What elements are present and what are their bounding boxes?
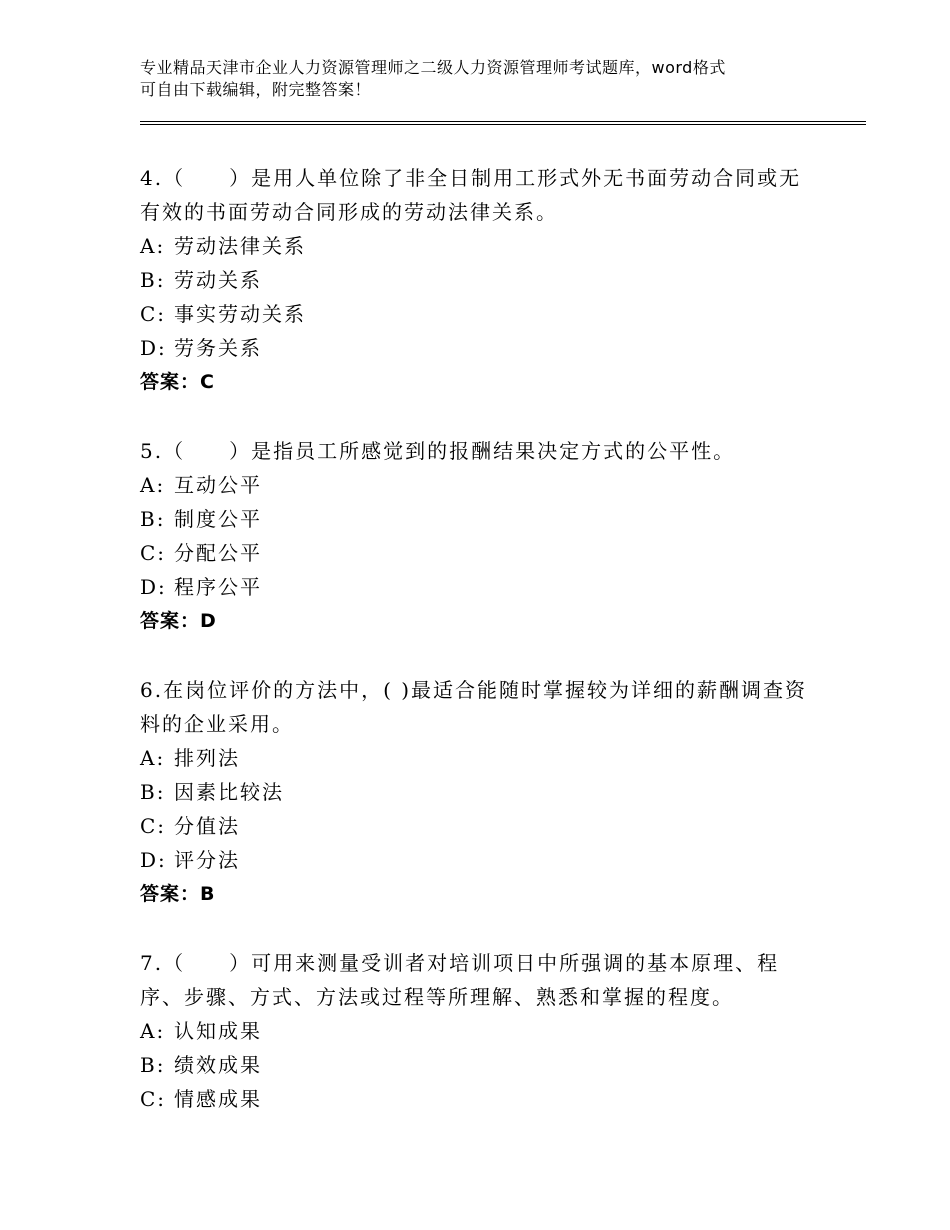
option-a [140,229,820,263]
question-5 [140,434,820,638]
option-text: 劳动关系 [174,268,262,292]
option-text: 情感成果 [174,1087,262,1111]
option-c [140,1082,820,1116]
question-4 [140,161,820,399]
option-letter: C: [140,302,167,326]
option-a [140,468,820,502]
option-letter: B: [140,780,166,804]
option-letter: A: [140,746,166,770]
option-letter: B: [140,1053,166,1077]
option-d [140,331,820,365]
option-text: 互动公平 [174,473,262,497]
option-text: 因素比较法 [174,780,284,804]
question-7 [140,946,820,1116]
option-c [140,297,820,331]
question-stem-line: 序、步骤、方式、方法或过程等所理解、熟悉和掌握的程度。 [140,985,734,1009]
question-stem-line: 4.（ ）是用人单位除了非全日制用工形式外无书面劳动合同或无 [140,166,802,190]
question-stem-line: 料的企业采用。 [140,712,294,736]
option-d [140,843,820,877]
option-text: 制度公平 [174,507,262,531]
option-letter: C: [140,1087,167,1111]
question-stem-line: 7.（ ）可用来测量受训者对培训项日中所强调的基本原理、程 [140,951,780,975]
option-text: 程序公平 [174,575,262,599]
option-letter: A: [140,234,166,258]
option-text: 绩效成果 [174,1053,262,1077]
option-letter: D: [140,336,167,360]
option-text: 排列法 [174,746,240,770]
option-text: 分配公平 [174,541,262,565]
question-6 [140,673,820,911]
option-c [140,536,820,570]
option-c [140,809,820,843]
option-b [140,502,820,536]
answer-line: 答案：B [140,883,216,905]
header-divider-bottom [140,124,866,125]
option-text: 认知成果 [174,1019,262,1043]
question-stem-line: 有效的书面劳动合同形成的劳动法律关系。 [140,200,558,224]
option-text: 劳务关系 [174,336,262,360]
option-b [140,1048,820,1082]
option-text: 劳动法律关系 [174,234,306,258]
header-divider-top [140,121,866,122]
option-letter: D: [140,848,167,872]
question-stem-line: 6.在岗位评价的方法中，( )最适合能随时掌握较为详细的薪酬调查资 [140,678,808,702]
answer-line: 答案：D [140,610,217,632]
option-letter: D: [140,575,167,599]
option-letter: A: [140,1019,166,1043]
option-a [140,741,820,775]
document-header [140,57,840,101]
option-letter: A: [140,473,166,497]
option-text: 评分法 [174,848,240,872]
option-letter: C: [140,541,167,565]
option-d [140,570,820,604]
option-letter: C: [140,814,167,838]
question-stem-line: 5.（ ）是指员工所感觉到的报酬结果决定方式的公平性。 [140,439,736,463]
option-text: 分值法 [174,814,240,838]
header-line-1: 专业精品天津市企业人力资源管理师之二级人力资源管理师考试题库，word格式 [140,58,726,77]
answer-line: 答案：C [140,371,215,393]
option-b [140,263,820,297]
option-letter: B: [140,268,166,292]
option-text: 事实劳动关系 [174,302,306,326]
option-b [140,775,820,809]
option-letter: B: [140,507,166,531]
header-line-2: 可自由下载编辑，附完整答案！ [140,80,372,99]
option-a [140,1014,820,1048]
